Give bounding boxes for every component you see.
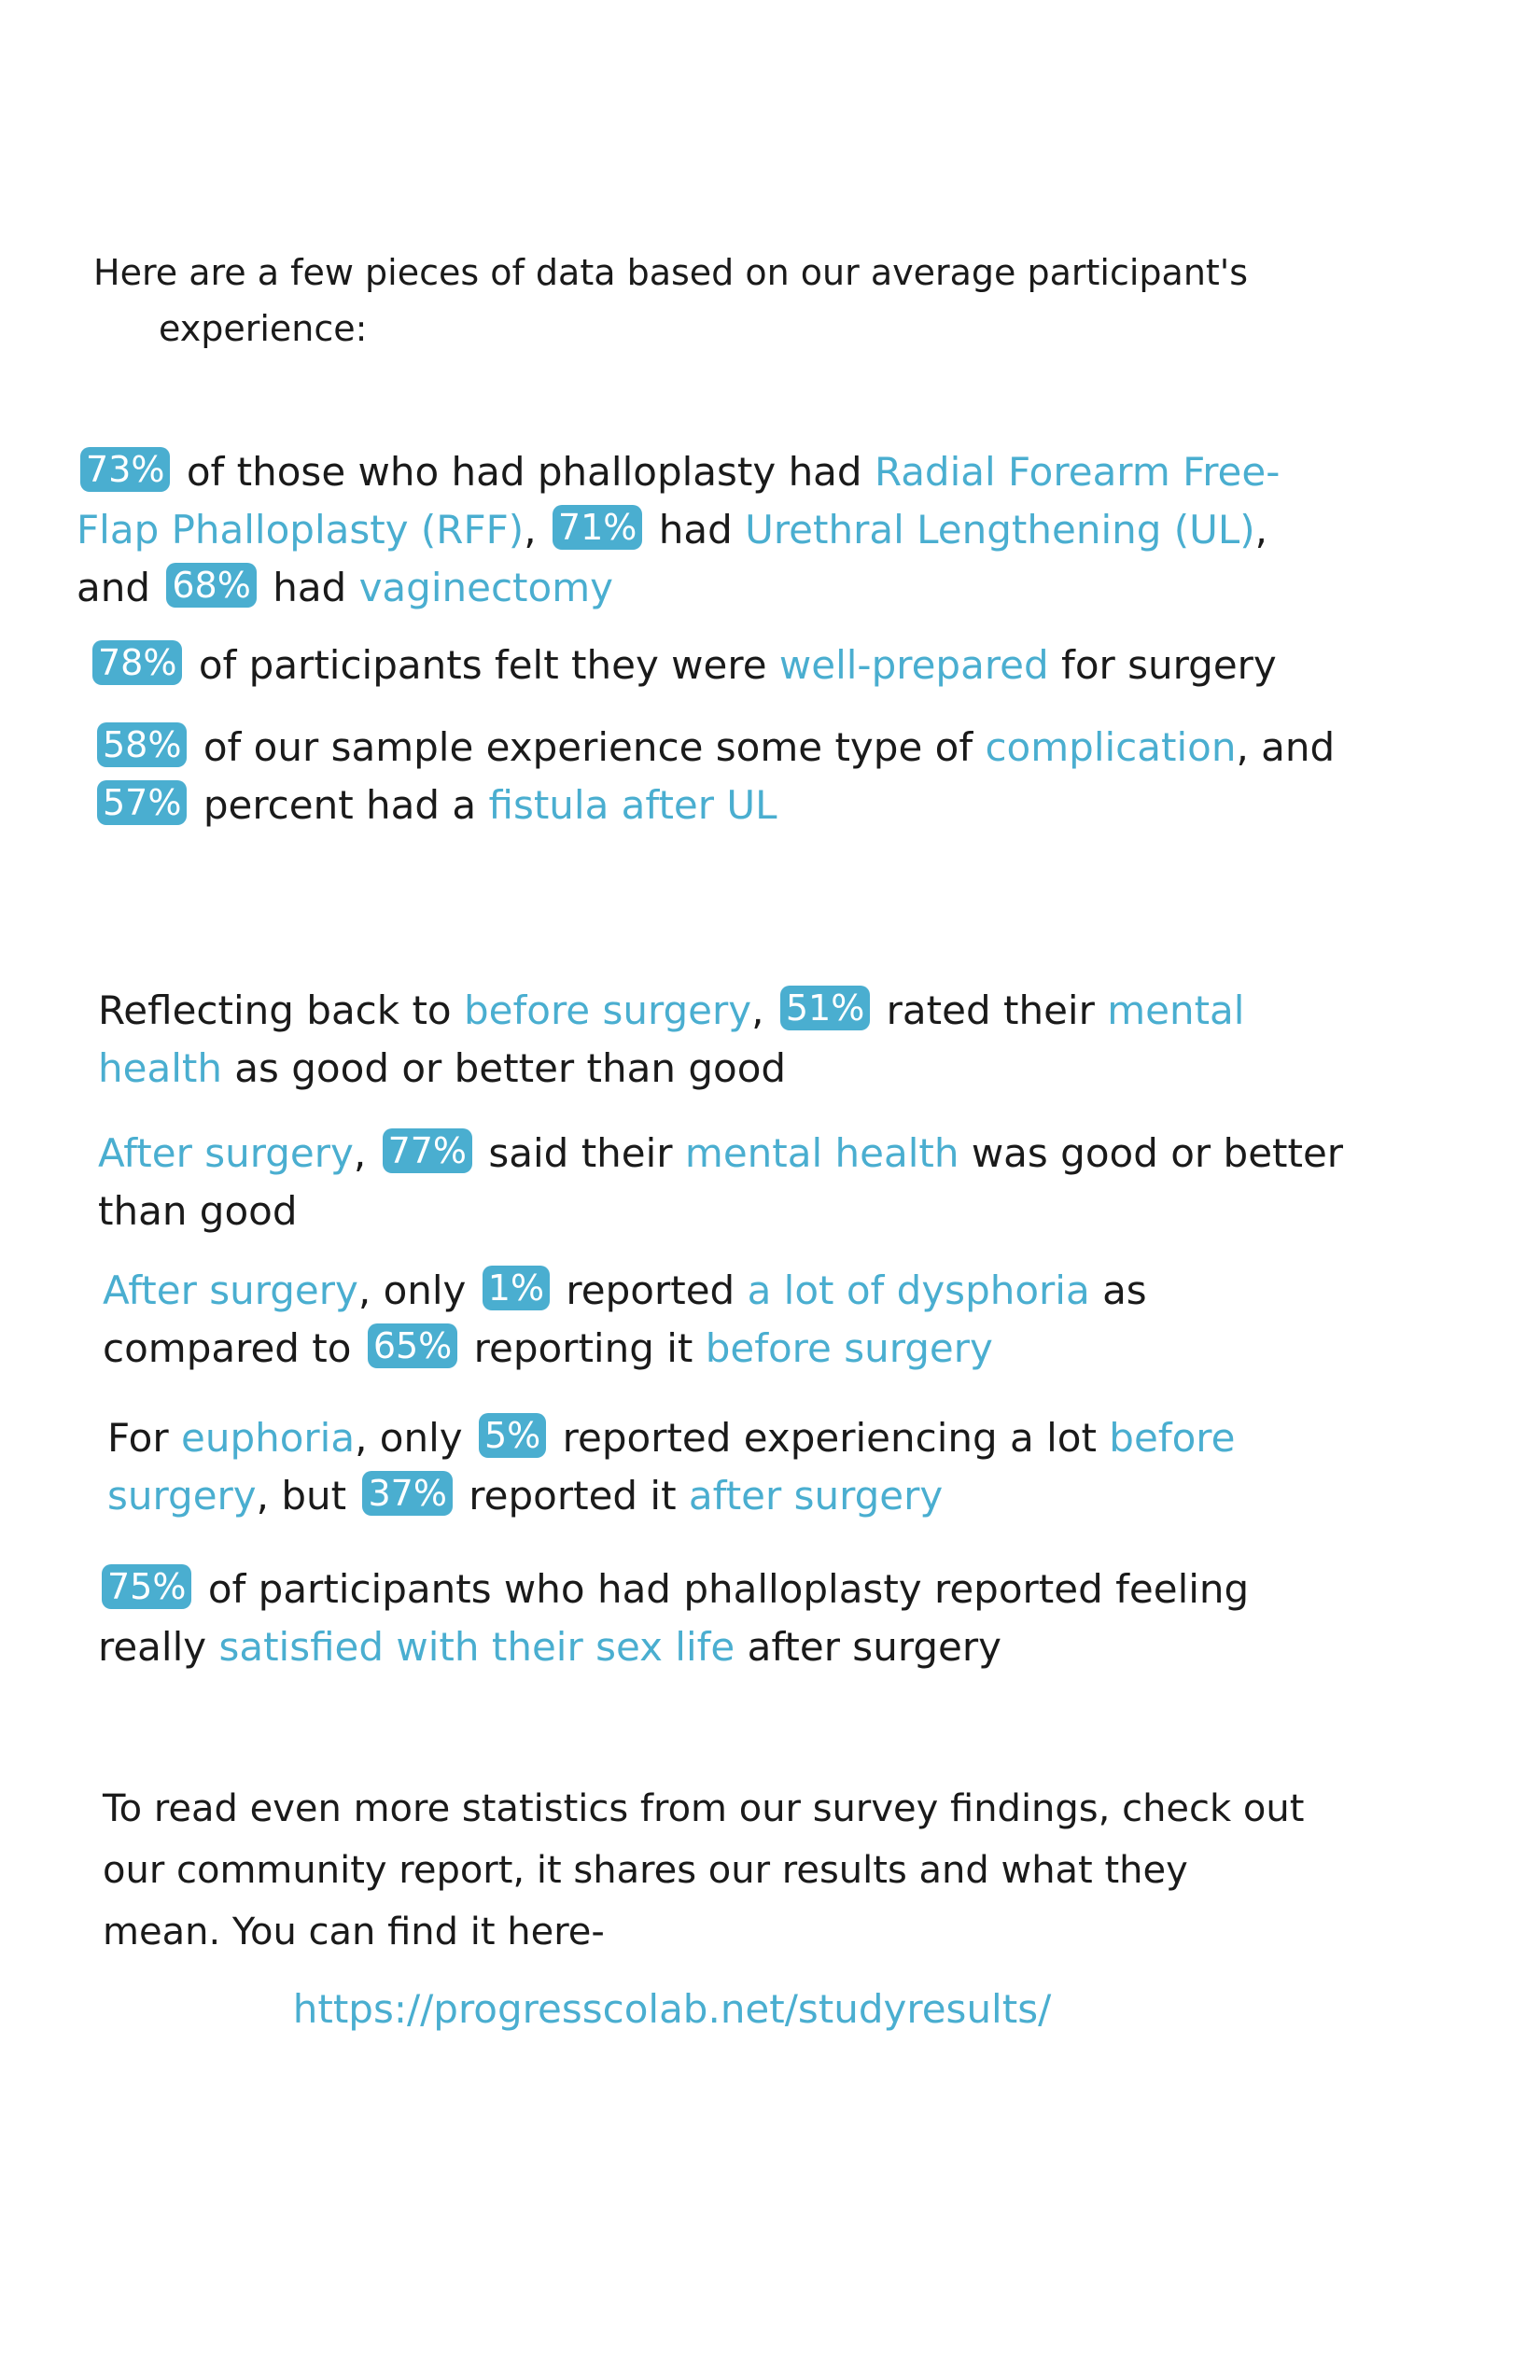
stat-text: , only	[357, 1267, 479, 1313]
stat-complication	[93, 719, 1344, 834]
stat-text: was good or better than good	[98, 1130, 1344, 1234]
study-results-link-row	[0, 1986, 1307, 2032]
percent-badge: 71%	[553, 505, 642, 550]
stat-highlight: well-prepared	[778, 642, 1049, 688]
stat-text: as compared to	[103, 1267, 1147, 1371]
stat-text: for surgery	[1048, 642, 1277, 688]
stat-highlight: before surgery	[705, 1325, 993, 1371]
stat-text: reported it	[455, 1473, 689, 1519]
stat-text: reporting it	[461, 1325, 706, 1371]
stat-text: had	[646, 507, 746, 553]
stat-highlight: before surgery	[107, 1415, 1236, 1519]
stat-text: of participants who had phalloplasty reported feeling really	[98, 1566, 1250, 1670]
stat-highlight: satisfied with their sex life	[218, 1624, 735, 1670]
stat-text: rated their	[874, 987, 1108, 1033]
stat-highlight: before surgery	[463, 987, 752, 1033]
percent-badge: 73%	[80, 447, 170, 492]
study-results-link[interactable]: https://progresscolab.net/studyresults/	[292, 1986, 1052, 2032]
stat-highlight: After surgery	[103, 1267, 358, 1313]
percent-badge: 57%	[97, 780, 187, 825]
intro-line-2: experience:	[159, 308, 368, 349]
percent-badge: 68%	[166, 563, 256, 608]
stat-text: Reflecting back to	[98, 987, 464, 1033]
stat-well-prepared	[89, 637, 1339, 694]
stat-sex-life	[98, 1561, 1349, 1676]
stat-highlight: mental health	[684, 1130, 959, 1176]
percent-badge: 51%	[780, 986, 870, 1030]
stat-text: of those who had phalloplasty had	[174, 449, 875, 495]
stat-text: , only	[355, 1415, 475, 1461]
stat-procedures	[77, 443, 1327, 617]
stat-text: reported experiencing a lot	[550, 1415, 1110, 1461]
percent-badge: 58%	[97, 722, 187, 767]
stat-highlight: a lot of dysphoria	[747, 1267, 1090, 1313]
outro-paragraph: To read even more statistics from our survey findings, check out our community report, it shares our results and what they mean. You can find it here-	[103, 1787, 1305, 1953]
stat-euphoria	[107, 1409, 1358, 1525]
stat-text: For	[107, 1415, 181, 1461]
stat-text: , and	[1236, 724, 1336, 770]
percent-badge: 65%	[368, 1323, 457, 1368]
stat-text: reported	[553, 1267, 748, 1313]
stat-mental-health-after	[98, 1125, 1349, 1240]
stat-text: percent had a	[190, 782, 489, 828]
stat-text: after surgery	[735, 1624, 1001, 1670]
stat-highlight: After surgery	[98, 1130, 354, 1176]
stat-highlight: mental health	[98, 987, 1245, 1091]
stat-text: as good or better than good	[221, 1045, 787, 1091]
stat-highlight: Urethral Lengthening (UL)	[745, 507, 1255, 553]
stat-text: ,	[751, 987, 777, 1033]
stat-mental-health-before	[98, 982, 1349, 1098]
stat-text: of our sample experience some type of	[190, 724, 986, 770]
percent-badge: 1%	[483, 1266, 550, 1310]
stat-text: ,	[524, 507, 549, 553]
intro-paragraph	[93, 245, 1307, 357]
stat-highlight: euphoria	[180, 1415, 356, 1461]
stat-text: , and	[77, 507, 1268, 610]
stat-highlight: fistula after UL	[488, 782, 777, 828]
percent-badge: 5%	[479, 1413, 546, 1458]
percent-badge: 78%	[92, 640, 182, 685]
stat-highlight: Radial Forearm Free-Flap Phalloplasty (RFF)	[77, 449, 1281, 553]
percent-badge: 77%	[383, 1128, 472, 1173]
stat-highlight: complication	[985, 724, 1237, 770]
stat-text: had	[259, 565, 359, 610]
stat-text: of participants felt they were	[186, 642, 779, 688]
stat-text: ,	[353, 1130, 379, 1176]
stat-dysphoria	[103, 1262, 1353, 1378]
stat-highlight: after surgery	[688, 1473, 944, 1519]
intro-line-1: Here are a few pieces of data based on our average participant's	[93, 252, 1249, 293]
stat-highlight: vaginectomy	[358, 565, 613, 610]
stat-text: , but	[256, 1473, 359, 1519]
percent-badge: 75%	[102, 1564, 191, 1609]
percent-badge: 37%	[362, 1471, 452, 1516]
stat-text: said their	[476, 1130, 685, 1176]
